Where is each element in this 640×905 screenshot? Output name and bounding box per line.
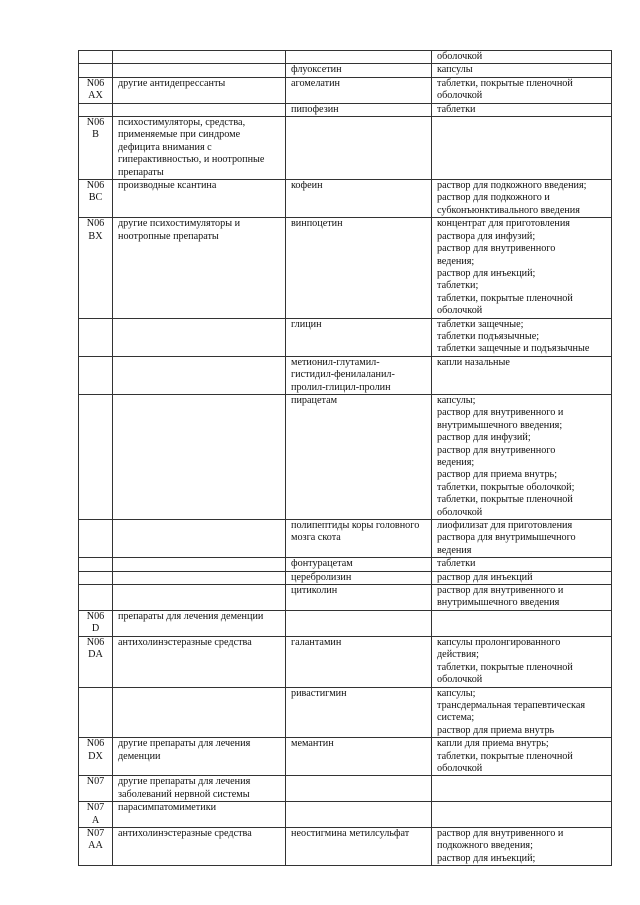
drug-name-cell [286, 802, 432, 828]
drug-name-cell [286, 776, 432, 802]
atc-code-cell [79, 64, 113, 77]
drug-name-cell: винпоцетин [286, 218, 432, 318]
dosage-forms-cell [432, 117, 612, 180]
pharmacological-group-cell: препараты для лечения деменции [113, 611, 286, 637]
drug-list-table [78, 50, 612, 866]
pharmacological-group-cell [113, 585, 286, 611]
dosage-forms-cell: капсулы; раствор для внутривенного и внутримышечного введения; раствор для инфузий; раствор для внутривенного ведения; раствор для приема внутрь; таблетки, покрытые оболочкой; таблетки, покрытые пленочной оболочкой [432, 394, 612, 519]
dosage-forms-cell: капсулы [432, 64, 612, 77]
dosage-forms-cell: таблетки [432, 558, 612, 571]
pharmacological-group-cell [113, 103, 286, 116]
table-row [79, 558, 612, 571]
atc-code-cell: N06 DX [79, 738, 113, 776]
drug-name-cell: флуоксетин [286, 64, 432, 77]
pharmacological-group-cell [113, 394, 286, 519]
dosage-forms-cell: капли назальные [432, 356, 612, 394]
table-row [79, 356, 612, 394]
pharmacological-group-cell [113, 318, 286, 356]
dosage-forms-cell: капсулы; трансдермальная терапевтическая система; раствор для приема внутрь [432, 687, 612, 738]
atc-code-cell [79, 356, 113, 394]
atc-code-cell [79, 585, 113, 611]
pharmacological-group-cell: антихолинэстеразные средства [113, 827, 286, 865]
table-row [79, 51, 612, 64]
table-row [79, 585, 612, 611]
table-row [79, 636, 612, 687]
table-body [79, 51, 612, 866]
atc-code-cell [79, 558, 113, 571]
dosage-forms-cell: раствор для инъекций [432, 571, 612, 584]
dosage-forms-cell: капли для приема внутрь; таблетки, покрытые пленочной оболочкой [432, 738, 612, 776]
table-row [79, 394, 612, 519]
table-row [79, 103, 612, 116]
dosage-forms-cell: раствор для внутривенного и подкожного введения; раствор для инъекций; [432, 827, 612, 865]
table-row [79, 776, 612, 802]
table-row [79, 802, 612, 828]
pharmacological-group-cell [113, 64, 286, 77]
pharmacological-group-cell [113, 687, 286, 738]
pharmacological-group-cell [113, 558, 286, 571]
pharmacological-group-cell: антихолинэстеразные средства [113, 636, 286, 687]
dosage-forms-cell: лиофилизат для приготовления раствора для внутримышечного ведения [432, 520, 612, 558]
dosage-forms-cell: таблетки [432, 103, 612, 116]
dosage-forms-cell [432, 611, 612, 637]
drug-name-cell: церебролизин [286, 571, 432, 584]
dosage-forms-cell: оболочкой [432, 51, 612, 64]
table-row [79, 218, 612, 318]
table-row [79, 827, 612, 865]
dosage-forms-cell: капсулы пролонгированного действия; таблетки, покрытые пленочной оболочкой [432, 636, 612, 687]
pharmacological-group-cell: другие антидепрессанты [113, 77, 286, 103]
table-row [79, 77, 612, 103]
atc-code-cell: N07 [79, 776, 113, 802]
pharmacological-group-cell [113, 356, 286, 394]
atc-code-cell [79, 51, 113, 64]
dosage-forms-cell: таблетки защечные; таблетки подъязычные; таблетки защечные и подъязычные [432, 318, 612, 356]
drug-name-cell: фонтурацетам [286, 558, 432, 571]
dosage-forms-cell [432, 802, 612, 828]
drug-name-cell: неостигмина метилсульфат [286, 827, 432, 865]
table-row [79, 571, 612, 584]
atc-code-cell: N06 DA [79, 636, 113, 687]
dosage-forms-cell: раствор для подкожного введения; раствор для подкожного и субконъюнктивального введения [432, 180, 612, 218]
atc-code-cell: N06 B [79, 117, 113, 180]
table-row [79, 64, 612, 77]
drug-name-cell: полипептиды коры головного мозга скота [286, 520, 432, 558]
atc-code-cell [79, 520, 113, 558]
drug-name-cell [286, 51, 432, 64]
atc-code-cell: N06 AX [79, 77, 113, 103]
pharmacological-group-cell: производные ксантина [113, 180, 286, 218]
atc-code-cell [79, 318, 113, 356]
pharmacological-group-cell: другие препараты для лечения заболеваний нервной системы [113, 776, 286, 802]
atc-code-cell: N06 BX [79, 218, 113, 318]
dosage-forms-cell [432, 776, 612, 802]
drug-name-cell [286, 611, 432, 637]
pharmacological-group-cell [113, 51, 286, 64]
atc-code-cell: N07 A [79, 802, 113, 828]
drug-name-cell: пирацетам [286, 394, 432, 519]
drug-name-cell: агомелатин [286, 77, 432, 103]
pharmacological-group-cell [113, 520, 286, 558]
table-row [79, 318, 612, 356]
drug-name-cell: метионил-глутамил- гистидил-фенилаланил- пролил-глицил-пролин [286, 356, 432, 394]
drug-name-cell: галантамин [286, 636, 432, 687]
drug-name-cell: ривастигмин [286, 687, 432, 738]
atc-code-cell [79, 687, 113, 738]
atc-code-cell: N06 D [79, 611, 113, 637]
dosage-forms-cell: раствор для внутривенного и внутримышечного введения [432, 585, 612, 611]
pharmacological-group-cell: парасимпатомиметики [113, 802, 286, 828]
table-row [79, 117, 612, 180]
atc-code-cell [79, 571, 113, 584]
drug-name-cell [286, 117, 432, 180]
pharmacological-group-cell: другие препараты для лечения деменции [113, 738, 286, 776]
drug-name-cell: мемантин [286, 738, 432, 776]
atc-code-cell: N07 AA [79, 827, 113, 865]
drug-name-cell: пипофезин [286, 103, 432, 116]
drug-name-cell: глицин [286, 318, 432, 356]
pharmacological-group-cell: психостимуляторы, средства, применяемые при синдроме дефицита внимания с гиперактивностью, и ноотропные препараты [113, 117, 286, 180]
dosage-forms-cell: концентрат для приготовления раствора для инфузий; раствор для внутривенного ведения; раствор для инъекций; таблетки; таблетки, покрытые пленочной оболочкой [432, 218, 612, 318]
table-row [79, 687, 612, 738]
atc-code-cell [79, 394, 113, 519]
dosage-forms-cell: таблетки, покрытые пленочной оболочкой [432, 77, 612, 103]
table-row [79, 611, 612, 637]
pharmacological-group-cell: другие психостимуляторы и ноотропные препараты [113, 218, 286, 318]
drug-name-cell: кофеин [286, 180, 432, 218]
atc-code-cell [79, 103, 113, 116]
atc-code-cell: N06 BC [79, 180, 113, 218]
pharmacological-group-cell [113, 571, 286, 584]
table-row [79, 520, 612, 558]
table-row [79, 738, 612, 776]
table-row [79, 180, 612, 218]
drug-name-cell: цитиколин [286, 585, 432, 611]
